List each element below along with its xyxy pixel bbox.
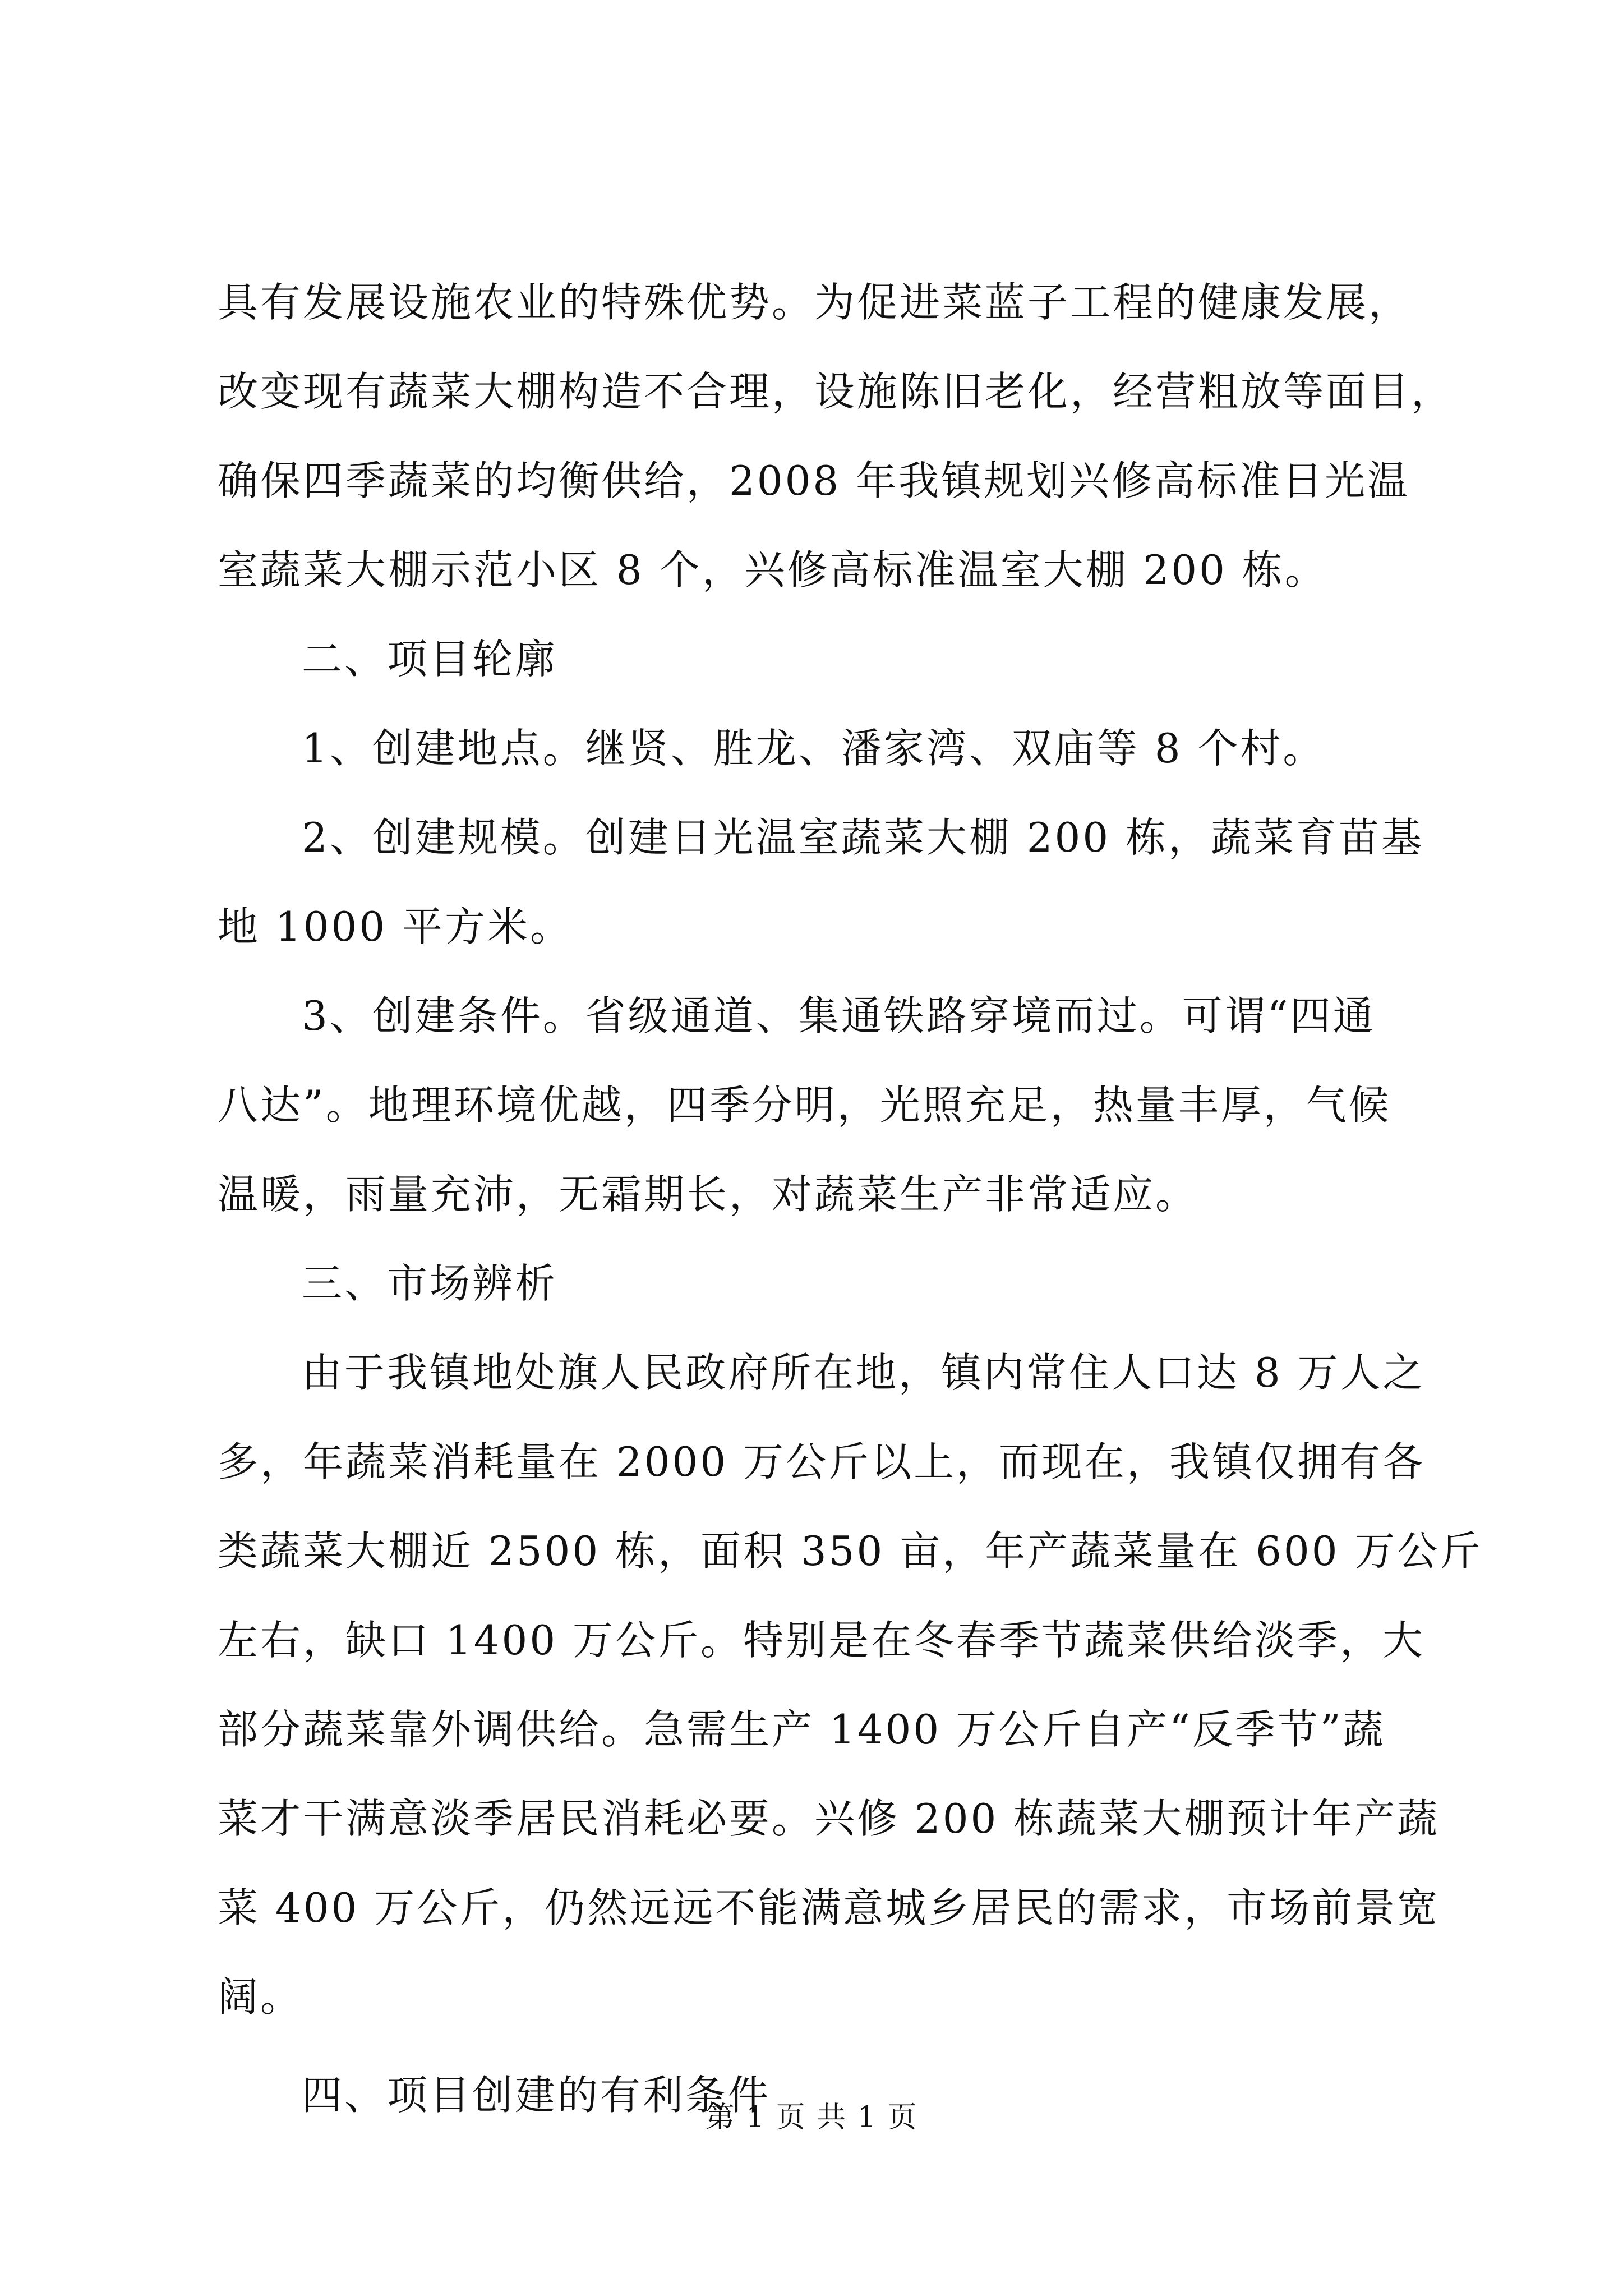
text-line: 阔。	[218, 1973, 303, 2021]
text-line: 温暖，雨量充沛，无霜期长，对蔬菜生产非常适应。	[218, 1171, 1198, 1218]
section-heading-market-analysis: 三、市场辨析	[302, 1260, 558, 1307]
text-line: 类蔬菜大棚近 2500 栋，面积 350 亩，年产蔬菜量在 600 万公斤	[218, 1527, 1483, 1575]
text-line: 由于我镇地处旗人民政府所在地，镇内常住人口达 8 万人之	[302, 1349, 1426, 1396]
page-footer: 第 1 页 共 1 页	[705, 2101, 918, 2134]
text-line: 具有发展设施农业的特殊优势。为促进菜蓝子工程的健康发展，	[218, 279, 1412, 326]
text-line: 菜才干满意淡季居民消耗必要。兴修 200 栋蔬菜大棚预计年产蔬	[218, 1795, 1440, 1842]
text-line: 左右，缺口 1400 万公斤。特别是在冬春季节蔬菜供给淡季，大	[218, 1617, 1426, 1664]
spacer	[218, 2042, 1423, 2051]
item-conditions	[218, 972, 1423, 1239]
text-line: 菜 400 万公斤，仍然远远不能满意城乡居民的需求，市场前景宽	[218, 1884, 1440, 1931]
market-paragraph	[218, 1328, 1483, 2042]
intro-paragraph	[218, 258, 1454, 615]
text-line: 地 1000 平方米。	[218, 903, 573, 950]
text-line: 2、创建规模。创建日光温室蔬菜大棚 200 栋，蔬菜育苗基	[302, 814, 1424, 861]
section-heading-favorable-conditions: 四、项目创建的有利条件	[302, 2072, 771, 2119]
text-line: 改变现有蔬菜大棚构造不合理，设施陈旧老化，经营粗放等面目，	[218, 368, 1454, 415]
text-line: 八达”。地理环境优越，四季分明，光照充足，热量丰厚，气候	[218, 1082, 1391, 1129]
item-scale	[218, 793, 1423, 972]
text-line: 多，年蔬菜消耗量在 2000 万公斤以上，而现在，我镇仅拥有各	[218, 1438, 1426, 1485]
document-body	[218, 258, 1483, 2140]
text-line: 3、创建条件。省级通道、集通铁路穿境而过。可谓“四通	[302, 992, 1376, 1039]
section-heading-project-outline: 二、项目轮廓	[302, 636, 558, 683]
text-line: 确保四季蔬菜的均衡供给，2008 年我镇规划兴修高标准日光温	[218, 457, 1410, 504]
text-line: 室蔬菜大棚示范小区 8 个，兴修高标准温室大棚 200 栋。	[218, 546, 1327, 593]
text-line: 部分蔬菜靠外调供给。急需生产 1400 万公斤自产“反季节”蔬	[218, 1706, 1386, 1753]
item-location: 1、创建地点。继贤、胜龙、潘家湾、双庙等 8 个村。	[302, 725, 1326, 772]
